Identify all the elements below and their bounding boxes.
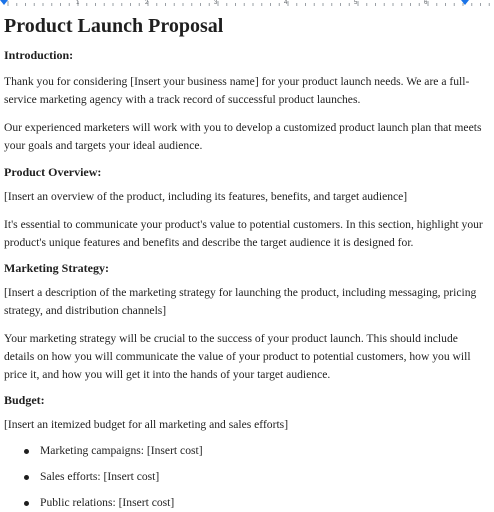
- ruler-number: 6: [424, 0, 428, 6]
- list-item: [4, 468, 488, 486]
- list-item-text: Sales efforts: [Insert cost]: [40, 470, 160, 483]
- left-indent-marker-icon[interactable]: [0, 0, 8, 5]
- list-item: [4, 494, 488, 512]
- paragraph: [Insert an itemized budget for all marketing and sales efforts]: [4, 418, 289, 431]
- paragraph: [Insert an overview of the product, including its features, benefits, and target audience]: [4, 190, 408, 203]
- paragraph: Your marketing strategy will be crucial to the success of your product launch. This should include details on how you will communicate the value of your product to potential customers, how you will price it, and how you will get it into the hands of your target audience.: [4, 332, 471, 381]
- budget-list: [4, 442, 488, 512]
- ruler-number: 2: [145, 0, 149, 6]
- bullet-icon: [24, 475, 29, 480]
- document-title: Product Launch Proposal: [4, 15, 224, 37]
- paragraph: It's essential to communicate your product's value to potential customers. In this section, highlight your product's unique features and benefits and describe the target audience it is designed for.: [4, 218, 483, 249]
- ruler-number: 4: [284, 0, 288, 6]
- paragraph: [Insert a description of the marketing strategy for launching the product, including messaging, pricing strategy, and distribution channels]: [4, 286, 477, 317]
- right-indent-marker-icon[interactable]: [461, 0, 469, 5]
- section-heading-introduction: Introduction:: [4, 48, 74, 62]
- section-heading-budget: Budget:: [4, 393, 45, 407]
- paragraph: Thank you for considering [Insert your business name] for your product launch needs. We are a full-service marketing agency with a track record of successful product launches.: [4, 75, 470, 106]
- ruler-number: 1: [76, 0, 80, 6]
- document-page[interactable]: [4, 13, 488, 512]
- horizontal-ruler[interactable]: [0, 0, 494, 8]
- list-item-text: Marketing campaigns: [Insert cost]: [40, 444, 203, 457]
- ruler-number: 5: [354, 0, 358, 6]
- ruler-ticks: [0, 0, 494, 8]
- paragraph: Our experienced marketers will work with you to develop a customized product launch plan that meets your goals and targets your ideal audience.: [4, 121, 482, 152]
- ruler-number: 3: [214, 0, 218, 6]
- bullet-icon: [24, 501, 29, 506]
- list-item: [4, 442, 488, 460]
- section-heading-product-overview: Product Overview:: [4, 165, 102, 179]
- section-heading-marketing-strategy: Marketing Strategy:: [4, 261, 109, 275]
- bullet-icon: [24, 449, 29, 454]
- list-item-text: Public relations: [Insert cost]: [40, 496, 175, 509]
